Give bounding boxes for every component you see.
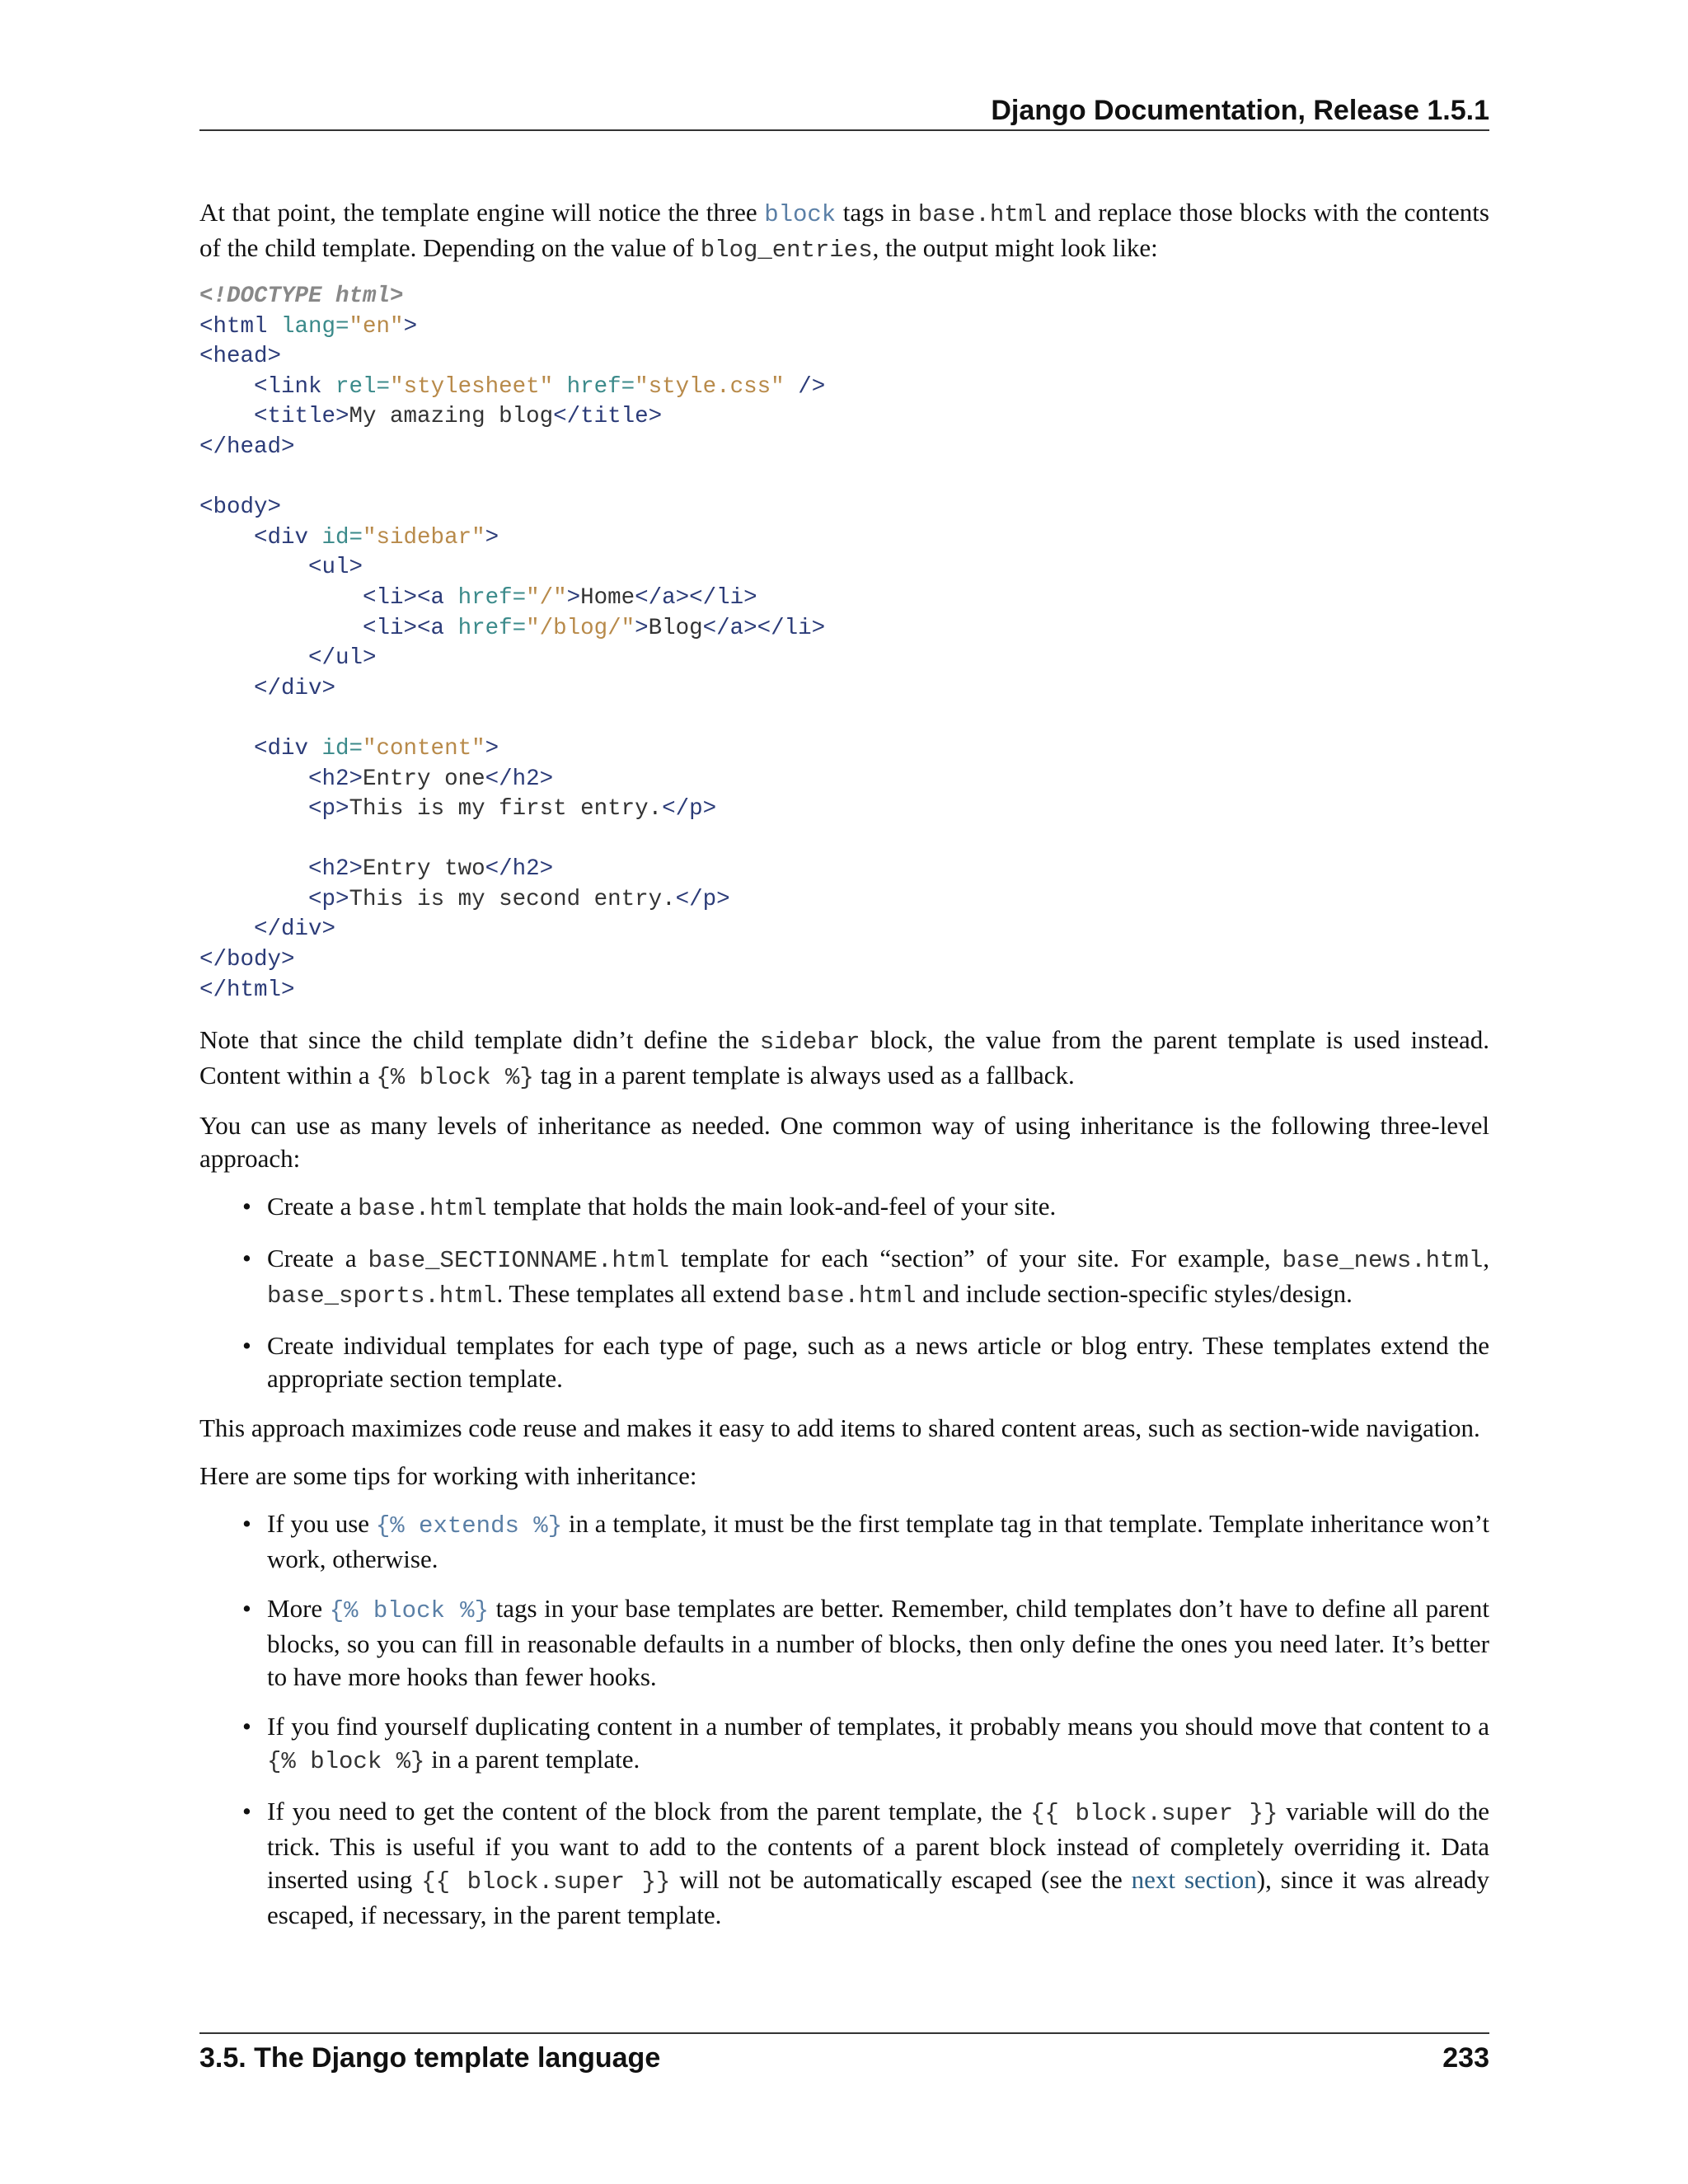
code-token xyxy=(199,585,363,611)
list-item: • Create a base_SECTIONNAME.html template for each “section” of your site. For example, base_news.html, base_sports.html. These templates all extend base.html and include section-specific styles/design. xyxy=(267,1242,1489,1313)
code-line xyxy=(199,916,335,942)
tips-intro: Here are some tips for working with inheritance: xyxy=(199,1461,697,1491)
code-token: </body> xyxy=(199,947,295,973)
code-token: <ul> xyxy=(308,555,363,581)
code-token: > xyxy=(485,524,499,551)
code-token: </head> xyxy=(199,434,295,460)
code-token xyxy=(199,766,308,792)
code-token: "stylesheet" xyxy=(390,373,554,400)
code-token: <div xyxy=(254,735,322,762)
code-token xyxy=(199,616,363,641)
code-token: <body> xyxy=(199,494,282,521)
code-token: > xyxy=(566,584,581,611)
code-token: </p> xyxy=(662,796,717,823)
code-token: <div xyxy=(254,524,322,551)
code-token: </a></li> xyxy=(702,615,826,641)
code-token xyxy=(199,887,308,912)
code-token: </div> xyxy=(254,916,336,943)
code-line xyxy=(199,314,417,340)
running-header: Django Documentation, Release 1.5.1 xyxy=(991,95,1489,126)
html-code-block xyxy=(199,282,1489,1005)
code-line xyxy=(199,736,499,762)
code-line xyxy=(199,766,553,792)
code-token: <title> xyxy=(254,404,349,430)
code-token: Entry two xyxy=(363,856,485,883)
list-item: • If you find yourself duplicating content in a number of templates, it probably means you should move that content to a {% block %} in a parent template. xyxy=(267,1710,1489,1779)
code-line xyxy=(199,947,295,972)
code-line xyxy=(199,374,825,400)
code-token: This is my second entry. xyxy=(349,886,676,912)
inline-code: blog_entries xyxy=(700,237,873,264)
code-line xyxy=(199,887,730,912)
code-token: > xyxy=(635,615,649,641)
code-token: /> xyxy=(798,373,826,400)
inline-code: {{ block.super }} xyxy=(421,1868,671,1896)
code-token: <li><a xyxy=(363,615,458,641)
code-token: id= xyxy=(321,735,363,762)
code-token: </div> xyxy=(254,675,336,701)
code-token: <p> xyxy=(308,886,349,912)
inline-code: {% block %} xyxy=(329,1597,489,1625)
code-token: "sidebar" xyxy=(363,524,485,551)
list-item: • If you use {% extends %} in a template, it must be the first template tag in that template. Template inheritance won’t work, otherwise. xyxy=(267,1507,1489,1576)
code-token: "content" xyxy=(363,735,485,762)
inline-code: sidebar xyxy=(759,1029,860,1057)
code-token: "en" xyxy=(349,313,404,340)
code-line xyxy=(199,404,662,429)
inline-code: {{ block.super }} xyxy=(1030,1800,1278,1828)
footer-section-title: 3.5. The Django template language xyxy=(199,2042,661,2074)
code-line xyxy=(199,494,281,520)
inline-code: {% block %} xyxy=(376,1064,534,1092)
code-token xyxy=(199,525,254,551)
code-line xyxy=(199,616,825,641)
code-token: href= xyxy=(457,584,527,611)
code-token: </h2> xyxy=(485,766,554,792)
code-line xyxy=(199,585,757,611)
code-token: </a></li> xyxy=(635,584,757,611)
code-token xyxy=(785,374,799,400)
code-token: <link xyxy=(254,373,336,400)
code-line xyxy=(199,284,404,309)
footer-rule xyxy=(199,2032,1489,2034)
code-token: </html> xyxy=(199,977,295,1003)
code-token: <h2> xyxy=(308,856,363,883)
running-footer xyxy=(199,2040,1489,2076)
code-token xyxy=(199,916,254,942)
page-number: 233 xyxy=(1442,2042,1489,2074)
code-line xyxy=(199,344,281,369)
code-line xyxy=(199,856,553,882)
inline-code: base_SECTIONNAME.html xyxy=(368,1247,669,1275)
code-line xyxy=(199,525,499,551)
next-section-link[interactable]: next section xyxy=(1131,1865,1257,1895)
inline-code: {% block %} xyxy=(267,1748,425,1776)
code-line xyxy=(199,555,363,580)
code-line xyxy=(199,434,295,460)
code-token: </ul> xyxy=(308,645,377,672)
inline-code: base.html xyxy=(786,1282,917,1310)
list-item: • Create a base.html template that holds the main look-and-feel of your site. xyxy=(267,1190,1489,1226)
code-token: <p> xyxy=(308,796,349,823)
code-token xyxy=(199,404,254,429)
code-token: id= xyxy=(321,524,363,551)
code-token: "style.css" xyxy=(635,373,785,400)
inline-code: {% extends %} xyxy=(375,1512,563,1540)
inline-code: base.html xyxy=(358,1195,487,1223)
code-token: > xyxy=(485,735,499,762)
code-token: </title> xyxy=(553,404,663,430)
code-token xyxy=(199,796,308,822)
code-line xyxy=(199,645,377,671)
header-rule xyxy=(199,129,1489,131)
inline-code: block xyxy=(764,201,837,228)
page-content xyxy=(199,196,1489,1948)
code-token: My amazing blog xyxy=(349,404,554,430)
list-item: • Create individual templates for each type of page, such as a news article or blog entry. These templates extend the appropriate section template. xyxy=(267,1329,1489,1395)
code-token xyxy=(199,676,254,701)
maximizes-paragraph: This approach maximizes code reuse and makes it easy to add items to shared content areas, such as section-wide navigation. xyxy=(199,1413,1480,1443)
note-paragraph: Note that since the child template didn’t define the sidebar block, the value from the parent template is used instead. Content within a {% block %} tag in a parent template is always used as a fallback. xyxy=(199,1025,1490,1092)
code-token: "/blog/" xyxy=(526,615,635,641)
tips-list xyxy=(199,1507,1489,1932)
inline-code: base_news.html xyxy=(1282,1247,1484,1275)
intro-paragraph: At that point, the template engine will notice the three block tags in base.html and replace those blocks with the contents of the child template. Depending on the value of blog_entries, the output might look like: xyxy=(199,198,1489,264)
code-line xyxy=(199,796,716,822)
code-token: <h2> xyxy=(308,766,363,792)
list-item: • More {% block %} tags in your base templates are better. Remember, child templates don’t have to define all parent blocks, so you can fill in reasonable defaults in a number of blocks, then only define the ones you need later. It’s better to have more hooks than fewer hooks. xyxy=(267,1592,1489,1694)
approach-list xyxy=(199,1190,1489,1395)
list-item: • If you need to get the content of the block from the parent template, the {{ block.super }} variable will do the trick. This is useful if you want to add to the contents of a parent block instead of completely overriding it. Data inserted using {{ block.super }} will not be automatically escaped (see the next section), since it was already escaped, if necessary, in the parent template. xyxy=(267,1795,1489,1932)
code-token xyxy=(199,374,254,400)
code-token xyxy=(199,856,308,882)
code-token: href= xyxy=(457,615,527,641)
code-line xyxy=(199,977,295,1003)
code-token xyxy=(199,555,308,580)
levels-paragraph: You can use as many levels of inheritance as needed. One common way of using inheritance is the following three-level approach: xyxy=(199,1111,1489,1174)
code-token: <!DOCTYPE html> xyxy=(199,284,404,309)
code-token: </p> xyxy=(675,886,730,912)
code-token: Blog xyxy=(648,615,703,641)
code-token: Entry one xyxy=(363,766,485,792)
code-token xyxy=(199,736,254,762)
code-token: rel= xyxy=(335,373,391,400)
code-line xyxy=(199,676,335,701)
code-token: href= xyxy=(566,373,635,400)
inline-code: base_sports.html xyxy=(267,1282,497,1310)
code-token: This is my first entry. xyxy=(349,796,663,823)
code-token: > xyxy=(403,313,418,340)
code-token: </h2> xyxy=(485,856,554,883)
code-token: <head> xyxy=(199,344,282,370)
code-token: <li><a xyxy=(363,584,458,611)
code-token: Home xyxy=(580,584,635,611)
inline-code: base.html xyxy=(917,201,1048,228)
code-token: lang= xyxy=(281,313,349,340)
code-token xyxy=(553,374,567,400)
code-token: "/" xyxy=(526,584,567,611)
code-token: <html xyxy=(199,313,282,340)
code-token xyxy=(199,645,308,671)
